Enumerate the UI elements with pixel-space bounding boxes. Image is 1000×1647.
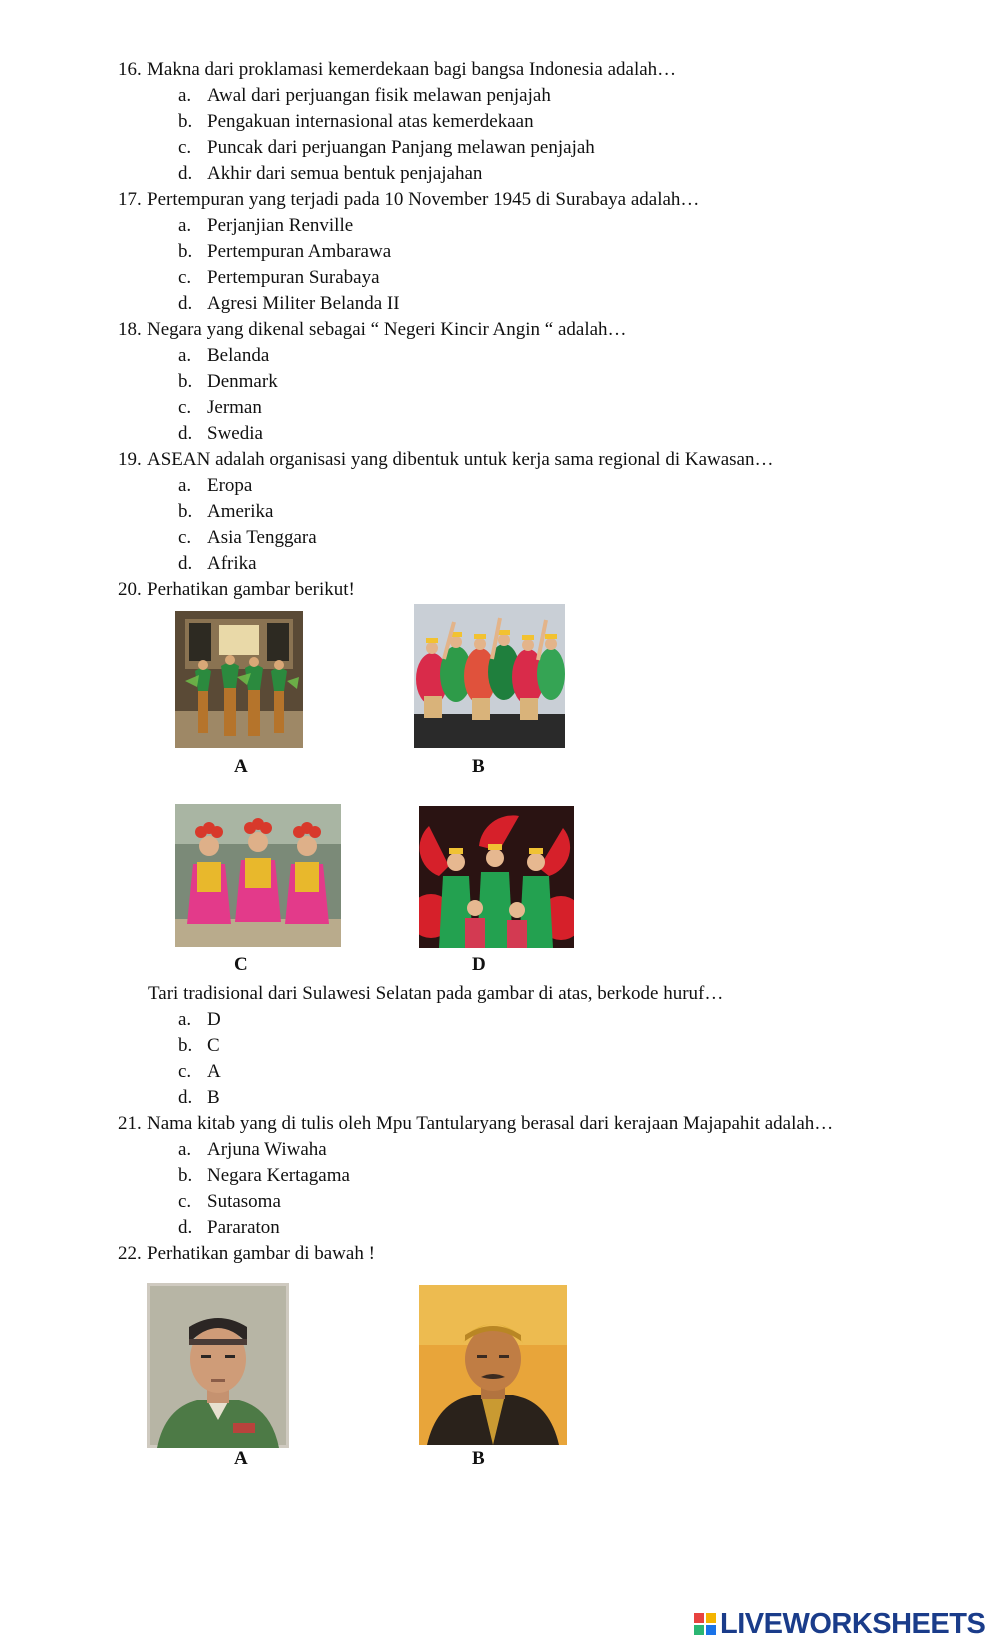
liveworksheets-grid-icon	[694, 1613, 716, 1635]
question-17: 17. Pertempuran yang terjadi pada 10 November 1945 di Surabaya adalah…	[118, 189, 700, 210]
option-16a[interactable]: a. Awal dari perjuangan fisik melawan penjajah	[178, 85, 551, 106]
dance-image-a	[175, 611, 303, 748]
option-17c[interactable]: c. Pertempuran Surabaya	[178, 267, 380, 288]
question-20-stem: Tari tradisional dari Sulawesi Selatan pada gambar di atas, berkode huruf…	[148, 983, 724, 1004]
question-20: 20. Perhatikan gambar berikut!	[118, 579, 355, 600]
option-20a[interactable]: a. D	[178, 1009, 221, 1030]
option-19d[interactable]: d. Afrika	[178, 553, 257, 574]
option-18c[interactable]: c. Jerman	[178, 397, 262, 418]
option-16b[interactable]: b. Pengakuan internasional atas kemerdekaan	[178, 111, 534, 132]
option-19b[interactable]: b. Amerika	[178, 501, 274, 522]
option-19c[interactable]: c. Asia Tenggara	[178, 527, 317, 548]
option-17d[interactable]: d. Agresi Militer Belanda II	[178, 293, 400, 314]
image-label-c: C	[234, 954, 248, 975]
option-21c[interactable]: c. Sutasoma	[178, 1191, 281, 1212]
question-21: 21. Nama kitab yang di tulis oleh Mpu Tantularyang berasal dari kerajaan Majapahit adalah…	[118, 1113, 834, 1134]
portrait-image-b	[419, 1285, 567, 1445]
question-18: 18. Negara yang dikenal sebagai “ Negeri Kincir Angin “ adalah…	[118, 319, 627, 340]
question-19: 19. ASEAN adalah organisasi yang dibentuk untuk kerja sama regional di Kawasan…	[118, 449, 774, 470]
option-21a[interactable]: a. Arjuna Wiwaha	[178, 1139, 327, 1160]
image-label-a: A	[234, 756, 248, 777]
option-18a[interactable]: a. Belanda	[178, 345, 270, 366]
question-22: 22. Perhatikan gambar di bawah !	[118, 1243, 375, 1264]
option-19a[interactable]: a. Eropa	[178, 475, 253, 496]
option-16d[interactable]: d. Akhir dari semua bentuk penjajahan	[178, 163, 483, 184]
question-16: 16. Makna dari proklamasi kemerdekaan bagi bangsa Indonesia adalah…	[118, 59, 677, 80]
option-21b[interactable]: b. Negara Kertagama	[178, 1165, 350, 1186]
dance-image-c	[175, 804, 341, 947]
option-18b[interactable]: b. Denmark	[178, 371, 278, 392]
brand-name: LIVEWORKSHEETS	[720, 1607, 986, 1640]
option-20d[interactable]: d. B	[178, 1087, 220, 1108]
dance-image-b	[414, 604, 565, 748]
image-label-d: D	[472, 954, 486, 975]
option-17a[interactable]: a. Perjanjian Renville	[178, 215, 354, 236]
portrait-label-b: B	[472, 1448, 485, 1469]
option-18d[interactable]: d. Swedia	[178, 423, 263, 444]
option-20c[interactable]: c. A	[178, 1061, 221, 1082]
option-17b[interactable]: b. Pertempuran Ambarawa	[178, 241, 392, 262]
portrait-label-a: A	[234, 1448, 248, 1469]
option-21d[interactable]: d. Pararaton	[178, 1217, 280, 1238]
dance-image-d	[419, 806, 574, 948]
option-16c[interactable]: c. Puncak dari perjuangan Panjang melawan penjajah	[178, 137, 595, 158]
liveworksheets-logo[interactable]	[694, 1608, 994, 1640]
option-20b[interactable]: b. C	[178, 1035, 220, 1056]
image-label-b: B	[472, 756, 485, 777]
portrait-image-a	[147, 1283, 289, 1448]
